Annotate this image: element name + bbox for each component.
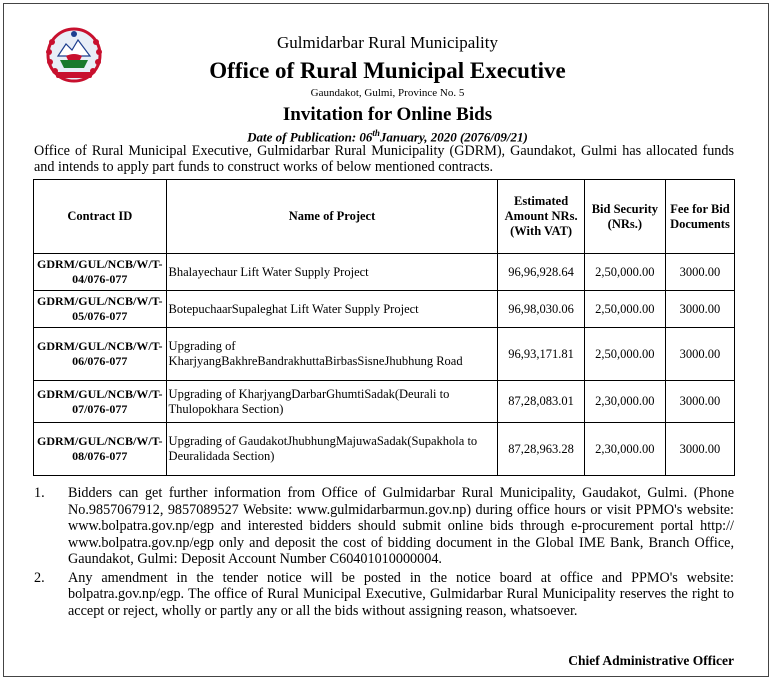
office-title: Office of Rural Municipal Executive: [209, 58, 566, 83]
table-row: [34, 254, 735, 291]
fee-cell: 3000.00: [665, 328, 734, 381]
project-name-cell: Upgrading of KharjyangBakhreBandrakhuttaBirbasSisneJhubhung Road: [166, 328, 498, 381]
note-number: 1.: [34, 485, 45, 501]
security-cell: 2,50,000.00: [584, 291, 665, 328]
signatory-title: Chief Administrative Officer: [568, 653, 734, 668]
project-name-cell: Upgrading of KharjyangDarbarGhumtiSadak(Deurali to Thulopokhara Section): [166, 381, 498, 423]
amount-cell: 96,96,928.64: [498, 254, 584, 291]
header-estimated-amount: Estimated Amount NRs.(With VAT): [498, 180, 584, 254]
security-cell: 2,30,000.00: [584, 381, 665, 423]
fee-cell: 3000.00: [665, 381, 734, 423]
header-bid-security: Bid Security (NRs.): [584, 180, 665, 254]
amount-cell: 96,98,030.06: [498, 291, 584, 328]
publication-date: Date of Publication: 06thJanuary, 2020 (2076/09/21): [247, 128, 528, 145]
table-row: [34, 381, 735, 423]
contract-id-cell: GDRM/GUL/NCB/W/T-07/076-077: [34, 381, 167, 423]
contract-id-cell: GDRM/GUL/NCB/W/T-04/076-077: [34, 254, 167, 291]
security-cell: 2,50,000.00: [584, 254, 665, 291]
note-text: Bidders can get further information from Office of Gulmidarbar Rural Municipality, Gaudakot, Gulmi. (Phone No.9857067912, 9857089527 Website: www.gulmidarbarmun.gov.np) during office hours or visit PPMO's website: www.bolpatra.gov.np/egp and interested bidders should submit online bids through e-procurement portal http:// www.bolpatra.gov.np/egp only and deposit the cost of bidding document in the Global IME Bank, Branch Office, Gaundakot, Gulmi: Deposit Account Number C60401010000004.: [68, 485, 734, 567]
project-name-cell: BotepuchaarSupaleghat Lift Water Supply Project: [166, 291, 498, 328]
table-row: [34, 328, 735, 381]
contracts-table: [33, 179, 735, 476]
header-bid-fee: Fee for Bid Documents: [665, 180, 734, 254]
note-item: [34, 485, 734, 568]
amount-cell: 96,93,171.81: [498, 328, 584, 381]
intro-paragraph: Office of Rural Municipal Executive, Gulmidarbar Rural Municipality (GDRM), Gaundakot, Gulmi has allocated funds and intends to apply part funds to construct works of below mentioned contracts.: [34, 143, 734, 175]
note-item: [34, 570, 734, 620]
security-cell: 2,30,000.00: [584, 423, 665, 476]
municipality-name: Gulmidarbar Rural Municipality: [277, 33, 498, 52]
project-name-cell: Bhalayechaur Lift Water Supply Project: [166, 254, 498, 291]
notes-list: [34, 485, 734, 621]
fee-cell: 3000.00: [665, 254, 734, 291]
contract-id-cell: GDRM/GUL/NCB/W/T-08/076-077: [34, 423, 167, 476]
note-number: 2.: [34, 569, 45, 586]
amount-cell: 87,28,083.01: [498, 381, 584, 423]
table-row: [34, 423, 735, 476]
contract-id-cell: GDRM/GUL/NCB/W/T-06/076-077: [34, 328, 167, 381]
fee-cell: 3000.00: [665, 291, 734, 328]
header-contract-id: Contract ID: [34, 180, 167, 254]
notice-title: Invitation for Online Bids: [282, 104, 493, 125]
amount-cell: 87,28,963.28: [498, 423, 584, 476]
security-cell: 2,50,000.00: [584, 328, 665, 381]
contract-id-cell: GDRM/GUL/NCB/W/T-05/076-077: [34, 291, 167, 328]
table-row: [34, 291, 735, 328]
note-text: Any amendment in the tender notice will be posted in the notice board at office and PPMO's website: bolpatra.gov.np/egp. The office of Rural Municipal Executive, Gulmidarbar Rural Municipality reserves the right to accept or reject, wholly or partly any or all the bids without assigning reason, whatsoever.: [68, 569, 734, 619]
header-project-name: Name of Project: [166, 180, 498, 254]
project-name-cell: Upgrading of GaudakotJhubhungMajuwaSadak(Supakhola to Deuralidada Section): [166, 423, 498, 476]
office-address: Gaundakot, Gulmi, Province No. 5: [310, 87, 465, 99]
fee-cell: 3000.00: [665, 423, 734, 476]
